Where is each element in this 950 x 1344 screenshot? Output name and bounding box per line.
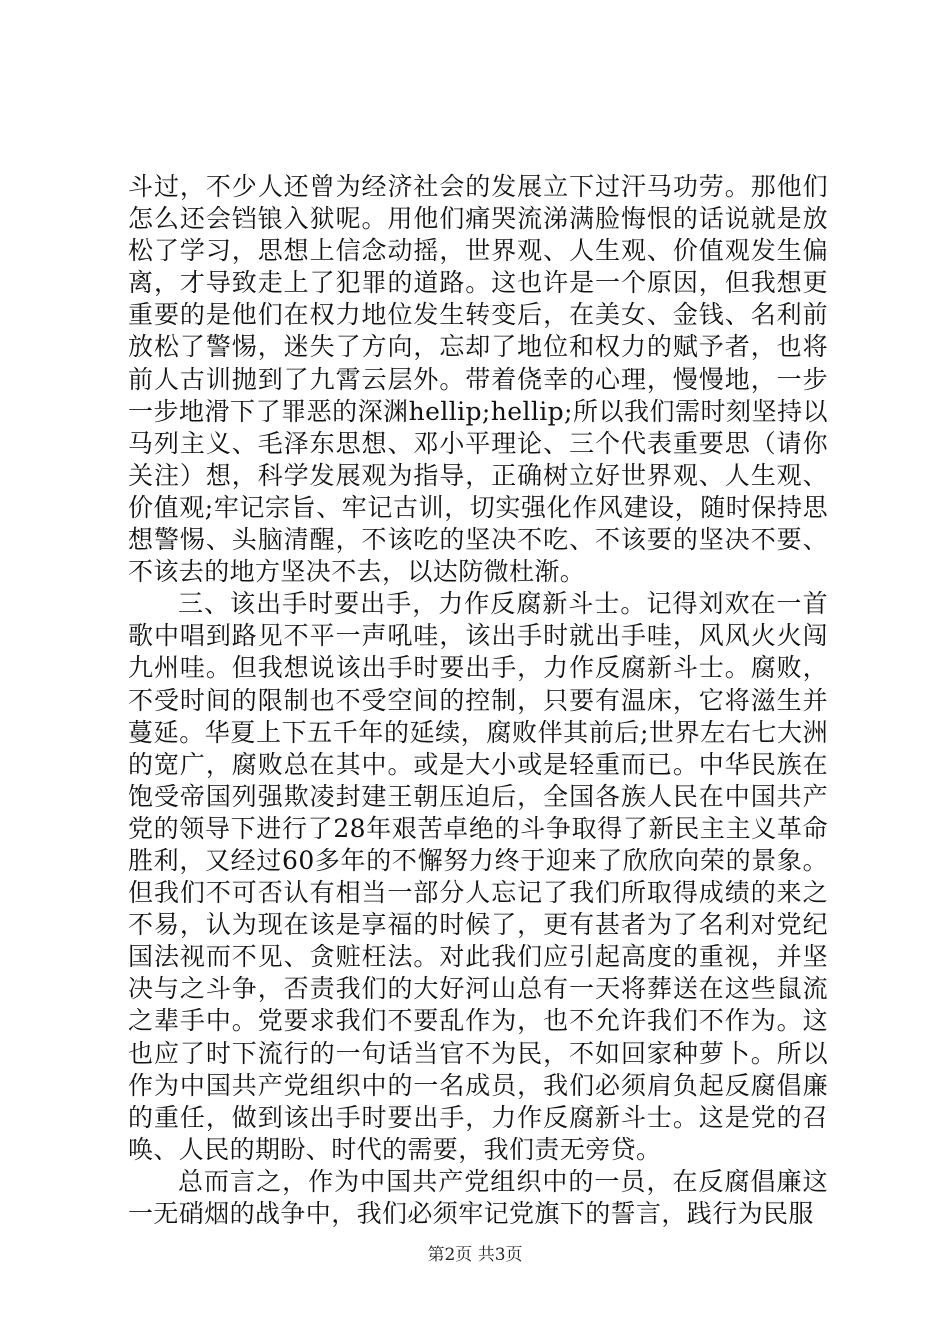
document-body <box>128 171 828 1230</box>
paragraph-section-three: 三、该出手时要出手，力作反腐新斗士。记得刘欢在一首歌中唱到路见不平一声吼哇，该出手时就出手哇，风风火火闯九州哇。但我想说该出手时要出手，力作反腐新斗士。腐败，不受时间的限制也不受空间的控制，只要有温床，它将滋生并蔓延。华夏上下五千年的延续，腐败伴其前后;世界左右七大洲的宽广，腐败总在其中。或是大小或是轻重而已。中华民族在饱受帝国列强欺凌封建王朝压迫后，全国各族人民在中国共产党的领导下进行了28年艰苦卓绝的斗争取得了新民主主义革命胜利，又经过60多年的不懈努力终于迎来了欣欣向荣的景象。但我们不可否认有相当一部分人忘记了我们所取得成绩的来之不易，认为现在该是享福的时候了，更有甚者为了名利对党纪国法视而不见、贪赃枉法。对此我们应引起高度的重视，并坚决与之斗争，否责我们的大好河山总有一天将葬送在这些鼠流之辈手中。党要求我们不要乱作为，也不允许我们不作为。这也应了时下流行的一句话当官不为民，不如回家种萝卜。所以作为中国共产党组织中的一名成员，我们必须肩负起反腐倡廉的重任，做到该出手时要出手，力作反腐新斗士。这是党的召唤、人民的期盼、时代的需要，我们责无旁贷。 <box>128 589 828 1164</box>
paragraph-conclusion: 总而言之，作为中国共产党组织中的一员，在反腐倡廉这一无硝烟的战争中，我们必须牢记党旗下的誓言，践行为民服 <box>128 1166 828 1228</box>
page-footer: 第2页 共3页 <box>427 1245 523 1265</box>
paragraph-continuation: 斗过，不少人还曾为经济社会的发展立下过汗马功劳。那他们怎么还会铛锒入狱呢。用他们痛哭流涕满脸悔恨的话说就是放松了学习，思想上信念动摇，世界观、人生观、价值观发生偏离，才导致走上了犯罪的道路。这也许是一个原因，但我想更重要的是他们在权力地位发生转变后，在美女、金钱、名利前放松了警惕，迷失了方向，忘却了地位和权力的赋予者，也将前人古训抛到了九霄云层外。带着侥幸的心理，慢慢地，一步一步地滑下了罪恶的深渊hellip;hellip;所以我们需时刻坚持以马列主义、毛泽东思想、邓小平理论、三个代表重要思（请你关注）想，科学发展观为指导，正确树立好世界观、人生观、价值观;牢记宗旨、牢记古训，切实强化作风建设，随时保持思想警惕、头脑清醒，不该吃的坚决不吃、不该要的坚决不要、不该去的地方坚决不去，以达防微杜渐。 <box>128 172 828 587</box>
